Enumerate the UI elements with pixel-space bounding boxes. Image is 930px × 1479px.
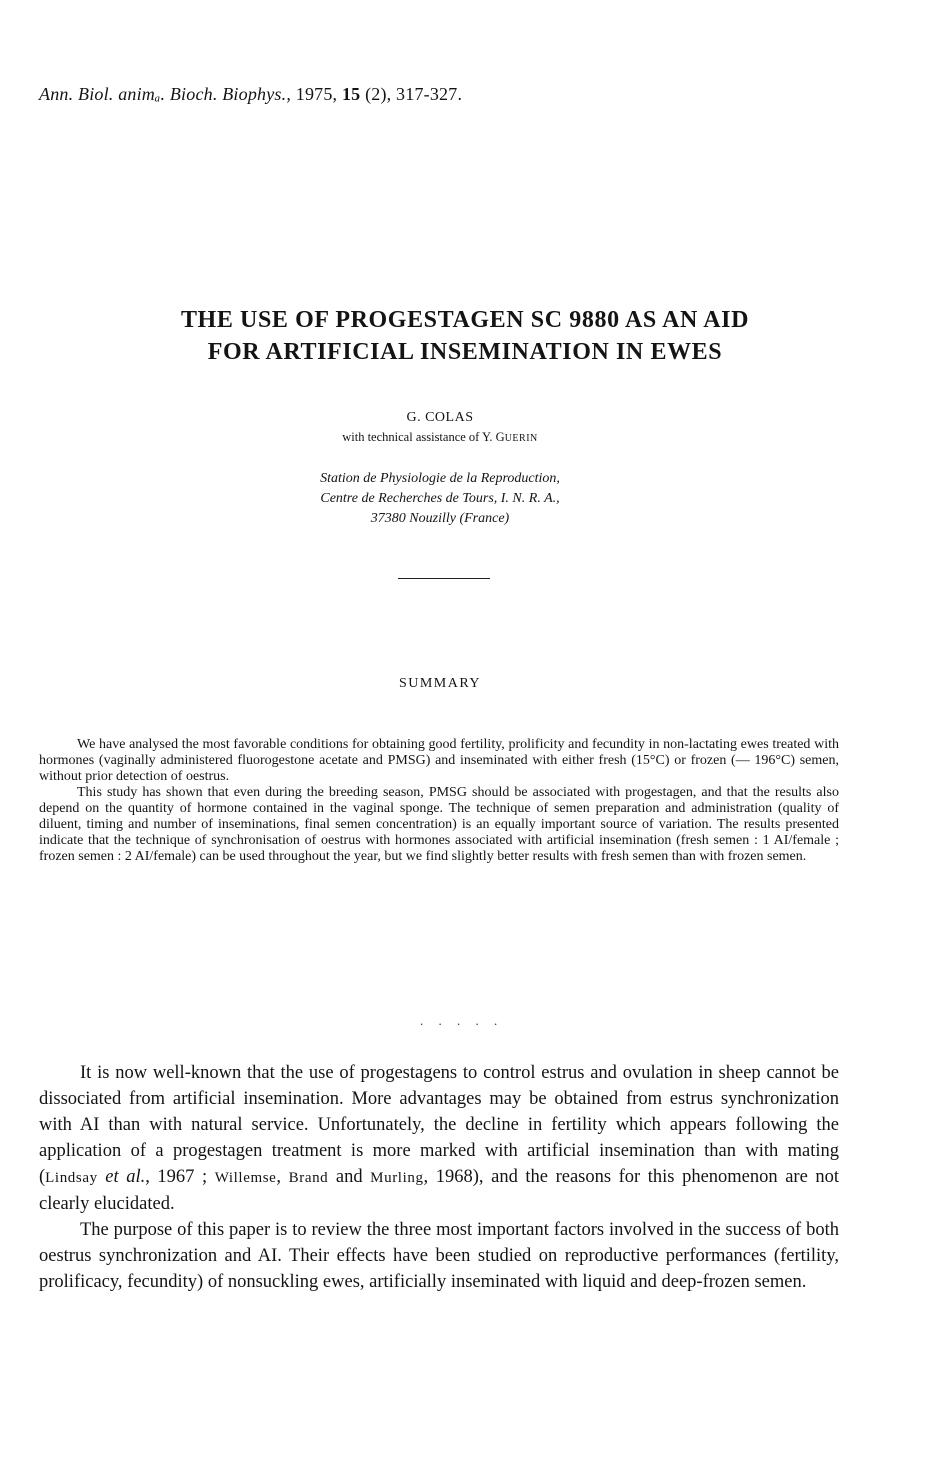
journal-issue-pages: (2), 317-327. (365, 84, 463, 104)
technical-assistance (0, 430, 880, 445)
citation-lindsay: Lindsay (45, 1170, 98, 1186)
journal-citation (39, 84, 462, 105)
paper-title-line-1: THE USE OF PROGESTAGEN SC 9880 AS AN AID (180, 307, 750, 333)
citation-murling: Murling (370, 1170, 424, 1186)
section-separator-dots: . . . . . (420, 1013, 504, 1028)
body-p1-part-c: , (276, 1167, 289, 1187)
journal-year: 1975, (295, 84, 338, 104)
body-p1-part-d: and (328, 1167, 371, 1187)
body-paragraph-1 (39, 1060, 839, 1217)
journal-volume: 15 (341, 84, 361, 104)
assistance-name: UERIN (504, 433, 538, 444)
body-paragraph-2: The purpose of this paper is to review the three most important factors involved in the success of both oestrus synchronization and AI. Their effects have been studied on reproductive performances (fertility, prolificacy, fecundity) of nonsuckling ewes, artificially inseminated with liquid and deep-frozen semen. (39, 1220, 839, 1292)
summary-paragraph-1: We have analysed the most favorable conditions for obtaining good fertility, prolificity and fecundity in non-lactating ewes treated with hormones (vaginally administered fluorogestone acetate and PMSG) and inseminated with either fresh (15°C) or frozen (— 196°C) semen, without prior detection of oestrus. (39, 737, 839, 784)
affiliation-line-1: Station de Physiologie de la Reproduction, (320, 471, 560, 486)
affiliation-line-2: Centre de Recherches de Tours, I. N. R. A., (320, 491, 560, 506)
summary-text (39, 737, 839, 865)
author-affiliation (0, 469, 880, 529)
author-name: G. COLAS (406, 410, 474, 425)
body-text (39, 1060, 839, 1295)
body-p1-part-e: , 1968), and the reasons for this phenomenon are not clearly elucidated. (39, 1167, 840, 1214)
assistance-prefix: with technical assistance of Y. G (342, 430, 505, 444)
affiliation-line-3: 37380 Nouzilly (France) (370, 511, 510, 526)
citation-willemse: Willemse (214, 1170, 277, 1186)
body-p1-part-b: , 1967 ; (145, 1167, 215, 1187)
citation-et-al: et al. (105, 1167, 146, 1187)
citation-brand: Brand (288, 1170, 329, 1186)
summary-paragraph-2: This study has shown that even during the breeding season, PMSG should be associated with progestagen, and that the results also depend on the quantity of hormone contained in the vaginal sponge. The technique of semen preparation and administration (quality of diluent, timing and number of inseminations, final semen concentration) is an equally important source of variation. The results presented indicate that the technique of synchronisation of oestrus with hormones associated with artificial insemination (fresh semen : 1 AI/female ; frozen semen : 2 AI/female) can be used throughout the year, but we find slightly better results with fresh semen than with frozen semen. (39, 785, 839, 864)
body-p1-part-a: It is now well-known that the use of progestagens to control estrus and ovulation in sheep cannot be dissociated from artificial insemination. More advantages may be obtained from estrus synchronization with AI than with natural service. Unfortunately, the decline in fertility which appears following the application of a progestagen treatment is more marked with artificial insemination than with mating ( (39, 1063, 839, 1187)
paper-title-line-2: FOR ARTIFICIAL INSEMINATION IN EWES (207, 339, 723, 365)
paper-title (60, 304, 870, 368)
separator-rule (398, 578, 490, 579)
journal-name: Ann. Biol. animₐ. Bioch. Biophys., (39, 84, 292, 104)
summary-heading: SUMMARY (398, 676, 482, 691)
